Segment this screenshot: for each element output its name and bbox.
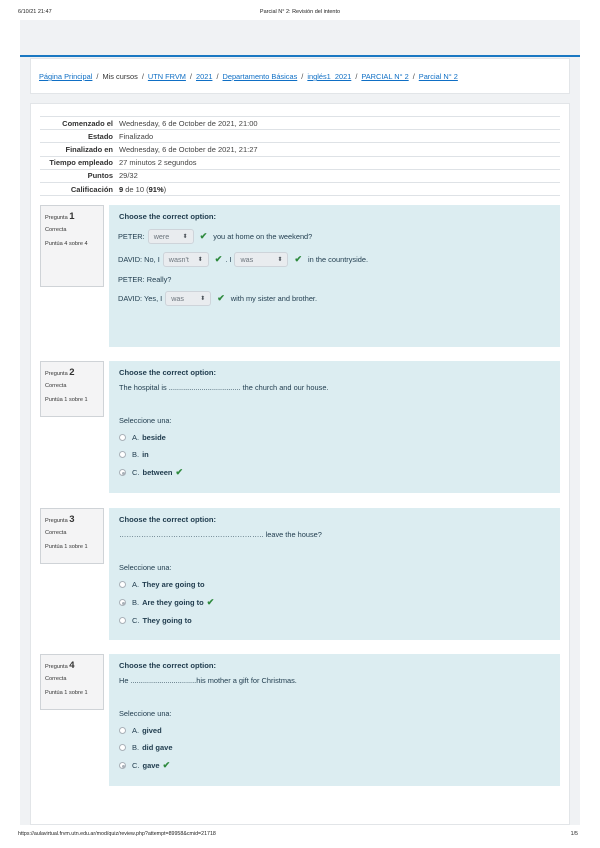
option-text: in — [142, 450, 149, 459]
radio-button[interactable] — [119, 727, 126, 734]
question-grade: Puntúa 1 sobre 1 — [45, 396, 88, 403]
option-letter: B. — [132, 450, 140, 459]
option-letter: A. — [132, 580, 140, 589]
summary-key: Estado — [40, 130, 118, 143]
dialog-line-2 — [118, 252, 368, 267]
question-label: Pregunta — [45, 664, 68, 670]
summary-value: Wednesday, 6 de October de 2021, 21:27 — [118, 143, 560, 156]
grade-rest: de 10 ( — [123, 184, 149, 194]
breadcrumb-course[interactable]: inglés1_2021 — [307, 72, 352, 81]
radio-button[interactable] — [119, 434, 126, 441]
print-header — [0, 9, 600, 19]
summary-row-grade — [40, 182, 560, 195]
dialog-text: PETER: Really? — [118, 275, 172, 284]
question-grade: Puntúa 1 sobre 1 — [45, 689, 88, 696]
answer-select[interactable] — [234, 252, 288, 267]
question-info-4 — [40, 654, 104, 710]
check-icon: ✔ — [294, 254, 303, 264]
check-icon: ✔ — [206, 597, 215, 607]
question-number — [45, 660, 99, 672]
check-icon: ✔ — [199, 231, 208, 241]
question-number — [45, 514, 99, 526]
print-url: https://aulavirtual.frvm.utn.edu.ar/mod/quiz/review.php?attempt=89958&cmid=21718 — [18, 831, 216, 837]
question-number-value: 3 — [69, 514, 75, 525]
chevron-updown-icon: ⬍ — [277, 257, 283, 263]
answer-select[interactable] — [165, 291, 211, 306]
option-text: They going to — [142, 616, 192, 625]
answer-option[interactable] — [119, 743, 550, 752]
question-text: ………………………………………………….. leave the house? — [119, 530, 322, 539]
breadcrumb-year[interactable]: 2021 — [195, 72, 213, 81]
answer-option[interactable] — [119, 597, 550, 608]
summary-key: Tiempo empleado — [40, 156, 118, 169]
select-value: was — [240, 255, 254, 264]
breadcrumb-my-courses: Mis cursos — [102, 72, 138, 81]
answer-option[interactable] — [119, 467, 550, 478]
summary-value: 29/32 — [118, 169, 560, 182]
option-text: They are going to — [142, 580, 205, 589]
radio-button[interactable] — [119, 581, 126, 588]
question-status: Correcta — [45, 226, 67, 233]
breadcrumb-utn-frvm[interactable]: UTN FRVM — [147, 72, 186, 81]
question-grade: Puntúa 1 sobre 1 — [45, 543, 88, 550]
select-value: wasn't — [168, 255, 189, 264]
answer-select[interactable] — [163, 252, 209, 267]
option-text: Are they going to — [142, 598, 204, 607]
breadcrumb-section[interactable]: PARCIAL N° 2 — [361, 72, 409, 81]
question-text: The hospital is ................................... the church and our house. — [119, 383, 329, 392]
page-header-band — [20, 20, 580, 57]
option-text: between — [142, 468, 173, 477]
option-letter: B. — [132, 743, 140, 752]
chevron-updown-icon: ⬍ — [200, 296, 206, 302]
dialog-line-4 — [118, 291, 317, 306]
option-letter: C. — [132, 616, 140, 625]
dialog-text: . I — [225, 255, 232, 264]
print-title: Parcial N° 2: Revisión del intento — [259, 9, 341, 15]
check-icon: ✔ — [217, 293, 225, 303]
dialog-text: with my sister and brother. — [230, 294, 318, 303]
select-one-label: Seleccione una: — [119, 563, 172, 572]
print-datetime: 6/10/21 21:47 — [18, 9, 52, 15]
check-icon: ✔ — [214, 254, 223, 264]
answer-option[interactable] — [119, 450, 550, 459]
question-status: Correcta — [45, 382, 67, 389]
question-number-value: 2 — [69, 367, 75, 378]
dialog-text: DAVID: No, I — [118, 255, 160, 264]
answer-option[interactable] — [119, 580, 550, 589]
option-letter: B. — [132, 598, 140, 607]
dialog-text: PETER: — [118, 232, 145, 241]
summary-row-marks — [40, 169, 560, 182]
question-content-4 — [109, 654, 560, 786]
question-prompt: Choose the correct option: — [119, 515, 217, 524]
grade-value: 9 — [119, 184, 124, 194]
summary-value: Finalizado — [118, 130, 560, 143]
answer-option[interactable] — [119, 433, 550, 442]
question-label: Pregunta — [45, 215, 68, 221]
question-prompt: Choose the correct option: — [119, 212, 217, 221]
summary-row-state — [40, 130, 560, 143]
chevron-updown-icon: ⬍ — [182, 234, 188, 240]
option-letter: C. — [132, 761, 140, 770]
select-one-label: Seleccione una: — [119, 709, 172, 718]
select-value: was — [171, 294, 185, 303]
check-icon: ✔ — [162, 760, 171, 770]
question-number — [45, 211, 99, 223]
summary-key: Finalizado en — [40, 143, 118, 156]
radio-button-selected[interactable] — [119, 762, 126, 769]
option-letter: A. — [132, 433, 140, 442]
question-content-2 — [109, 361, 560, 493]
select-value: were — [153, 232, 170, 241]
select-one-label: Seleccione una: — [119, 416, 172, 425]
question-info-1 — [40, 205, 104, 287]
radio-button[interactable] — [119, 451, 126, 458]
option-text: beside — [142, 433, 166, 442]
summary-key: Comenzado el — [40, 117, 118, 130]
print-page-number: 1/5 — [570, 831, 578, 837]
grade-percent: 91% — [148, 184, 164, 194]
question-status: Correcta — [45, 529, 67, 536]
summary-row-finished — [40, 143, 560, 156]
question-grade: Puntúa 4 sobre 4 — [45, 240, 88, 247]
dialog-line-1 — [118, 229, 312, 244]
chevron-updown-icon: ⬍ — [197, 257, 203, 263]
attempt-summary-table — [40, 116, 560, 196]
dialog-line-3 — [118, 275, 171, 284]
radio-button[interactable] — [119, 617, 126, 624]
summary-value — [118, 182, 560, 195]
check-icon: ✔ — [175, 467, 184, 477]
question-info-2 — [40, 361, 104, 417]
breadcrumb-home[interactable]: Página Principal — [39, 72, 93, 81]
radio-button-selected[interactable] — [119, 599, 126, 606]
radio-button[interactable] — [119, 744, 126, 751]
question-prompt: Choose the correct option: — [119, 661, 217, 670]
question-number-value: 1 — [69, 211, 75, 222]
answer-option[interactable] — [119, 616, 550, 625]
breadcrumb-department[interactable]: Departamento Básicas — [222, 72, 298, 81]
summary-row-time — [40, 156, 560, 169]
question-info-3 — [40, 508, 104, 564]
summary-value: 27 minutos 2 segundos — [118, 156, 560, 169]
option-text: gave — [142, 761, 160, 770]
answer-option[interactable] — [119, 760, 550, 771]
grade-end: ) — [163, 184, 167, 194]
option-text: gived — [142, 726, 162, 735]
radio-button-selected[interactable] — [119, 469, 126, 476]
dialog-text: DAVID: Yes, I — [118, 294, 163, 303]
question-content-3 — [109, 508, 560, 640]
question-number-value: 4 — [69, 660, 75, 671]
option-text: did gave — [142, 743, 173, 752]
question-status: Correcta — [45, 675, 67, 682]
answer-option[interactable] — [119, 726, 550, 735]
option-letter: C. — [132, 468, 140, 477]
question-text: He ................................his mother a gift for Christmas. — [119, 676, 297, 685]
breadcrumb: Página Principal / Mis cursos / UTN FRVM / 2021 / Departamento Básicas / inglés1_2021 / PARCIAL N° 2 / Parcial N° 2 — [39, 72, 458, 81]
question-number — [45, 367, 99, 379]
question-content-1 — [109, 205, 560, 347]
dialog-text: you at home on the weekend? — [213, 232, 313, 241]
summary-key: Puntos — [40, 169, 118, 182]
summary-value: Wednesday, 6 de October de 2021, 21:00 — [118, 117, 560, 130]
breadcrumb-quiz[interactable]: Parcial N° 2 — [418, 72, 458, 81]
option-letter: A. — [132, 726, 140, 735]
question-label: Pregunta — [45, 371, 68, 377]
summary-row-started — [40, 117, 560, 130]
summary-key: Calificación — [40, 182, 118, 195]
dialog-text: in the countryside. — [308, 255, 369, 264]
question-prompt: Choose the correct option: — [119, 368, 217, 377]
answer-select[interactable] — [148, 229, 194, 244]
question-label: Pregunta — [45, 518, 68, 524]
